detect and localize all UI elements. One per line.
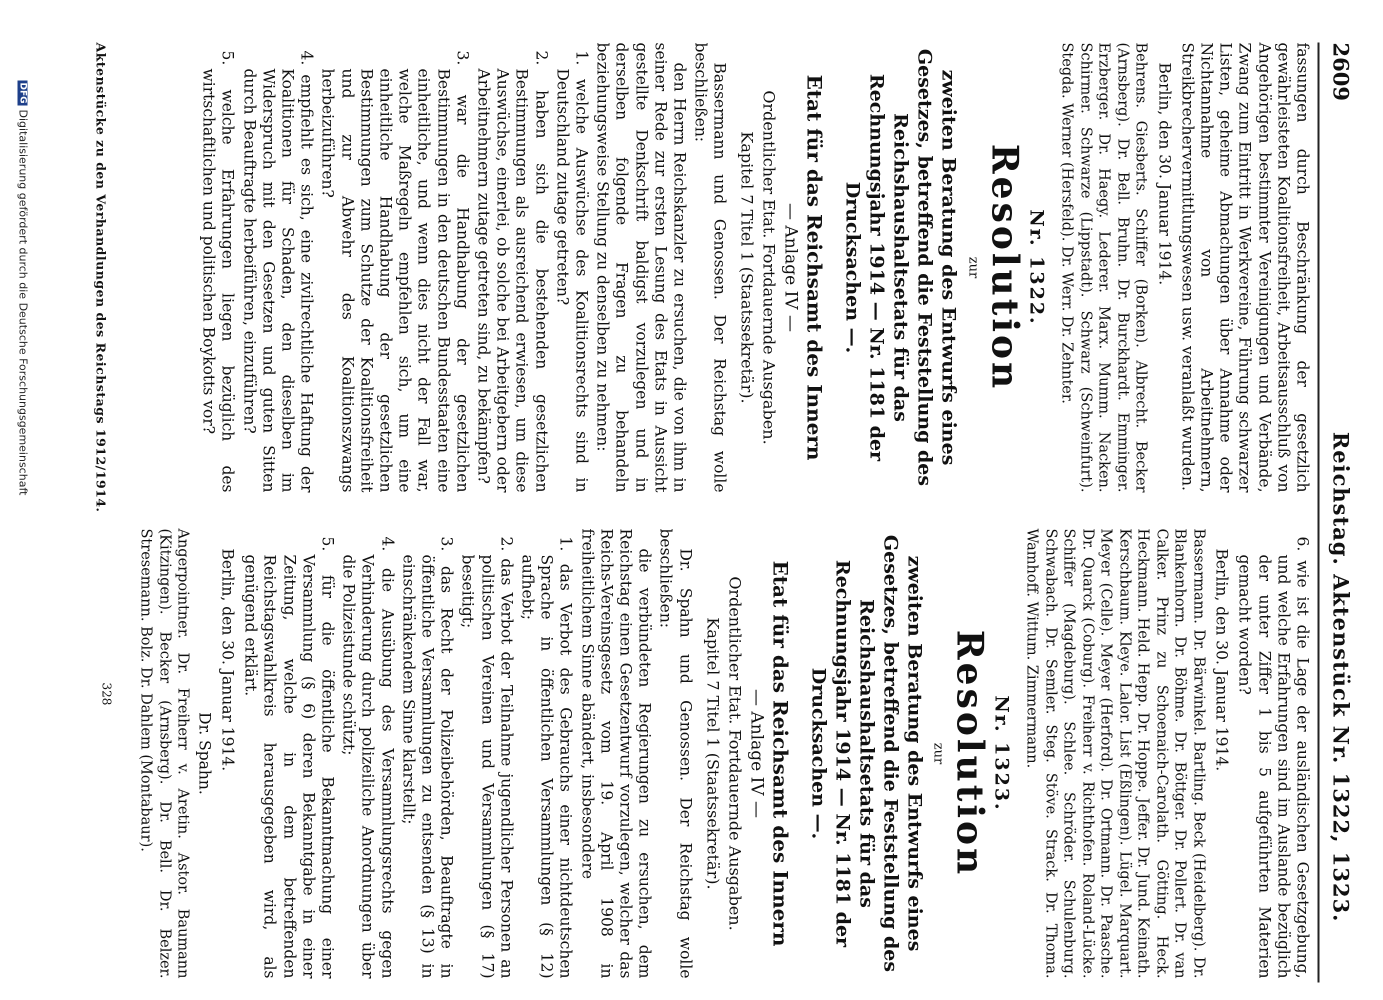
sheet-number: 328	[99, 682, 113, 705]
list-item: 3. das Recht der Polizeibehörden, Beauftragte in öffentliche Versammlungen zu entsenden (§ 13) in einschränkendem Sinne klarstellt;	[398, 536, 456, 978]
right-column	[134, 528, 1311, 978]
document-number: Nr. 1323.	[989, 694, 1012, 812]
list-item: 4. empfiehlt es sich, eine zivilrechtliche Haftung der Koalitionen für Schaden, den dieselben im Widerspruch mit den Gesetzen und guten Sitten durch Beauftragte herbeiführen, einzuführen?	[239, 50, 316, 492]
signatories: Behrens. Giesberts. Schiffer (Borken). Albrecht. Becker (Arnsberg). Dr. Bell. Bruhn. Dr. Burckhardt. Emminger. Erzberger. Dr. Haegy. Lederer. Marx. Mumm. Nacken. Schirmer. Schwarze (Lippstadt). Schwarz (Schweinfurt). Stegda. Werner (Hersfeld). Dr. Werr. Dr. Zehnter.	[1058, 42, 1149, 492]
signatories: Angerpointner. Dr. Freiherr v. Aretin. Astor. Baumann (Kitzingen). Becker (Arnsberg). Dr. Bell. Dr. Belzer. Stresemann. Bolz. Dr. Dahlem (Montabaur).	[137, 528, 191, 978]
zur-label: zur	[964, 256, 980, 278]
resolution-subject: zweiten Beratung des Entwurfs eines Gesetzes, betreffend die Feststellung des Reichshaushaltsetats für das Rechnungsjahr 1914 — Nr. 1181 der Drucksachen —.	[806, 534, 925, 972]
kapitel-line: Kapitel 7 Titel 1 (Staatssekretär).	[702, 616, 722, 890]
anlage-label: — Anlage IV —	[780, 202, 801, 332]
etat-heading: Etat für das Reichsamt des Innern	[802, 74, 827, 460]
dfg-credit-text: Digitalisierung gefördert durch die Deutsche Forschungsgemeinschaft	[16, 109, 29, 495]
etat-heading: Etat für das Reichsamt des Innern	[767, 560, 792, 946]
continuation-text: fassungen durch Beschränkung der gesetzlich gewährleisteten Koalitionsfreiheit, Arbeitsausschluß von Angehörigen bestimmter Vereinigungen und Verbände, Zwang zum Eintritt in Werkvereine, Führung schwarzer Listen, geheime Abmachungen über Annahme oder Nichtannahme von Arbeitnehmern, Streikbrechervermittlungswesen usw. veranlaßt wurden.	[1177, 42, 1311, 492]
page-number: 2609	[1328, 42, 1353, 101]
date-line: Berlin, den 30. Januar 1914.	[217, 548, 236, 771]
motion-intro: Bassermann und Genossen. Der Reichstag wolle beschließen:	[691, 42, 729, 492]
list-item: 3. war die Handhabung der gesetzlichen Bestimmungen in den deutschen Bundesstaaten eine einheitliche, und wenn dies nicht der Fall war, welche Maßregeln empfehlen sich, um eine einheitliche Handhabung der gesetzlichen Bestimmungen zum Schutze der Koalitionsfreiheit und zur Abwehr des Koalitionszwangs herbeizuführen?	[318, 50, 471, 492]
page-header	[1319, 42, 1353, 982]
zur-label: zur	[929, 742, 945, 764]
signer-name: Dr. Spahn.	[194, 711, 213, 795]
ordentlicher-etat: Ordentlicher Etat. Fortdauernde Ausgaben.	[724, 575, 744, 931]
motion-request: den Herrn Reichskanzler zu ersuchen, die von ihm in seiner Rede zur ersten Lesung des Etats in Aussicht gestellte Denkschrift baldigst vorzulegen und in derselben folgende Fragen zu behandeln beziehungsweise Stellung zu denselben zu nehmen:	[593, 42, 689, 492]
kapitel-line: Kapitel 7 Titel 1 (Staatssekretär).	[737, 130, 757, 404]
resolution-subject: zweiten Beratung des Entwurfs eines Gesetzes, betreffend die Feststellung des Reichshaushaltsetats für das Rechnungsjahr 1914 — Nr. 1181 der Drucksachen —.	[841, 48, 960, 486]
digitization-credit	[16, 80, 29, 495]
list-item: 5. welche Erfahrungen liegen bezüglich des wirtschaftlichen und politischen Boykotts vor?	[199, 50, 237, 492]
date-line: Berlin, den 30. Januar 1914.	[1154, 62, 1173, 285]
list-item: 1. das Verbot des Gebrauchs einer nichtdeutschen Sprache in öffentlichen Versammlungen (§ 12) aufhebt;	[517, 536, 575, 978]
list-item: 5. für die öffentliche Bekanntmachung einer Versammlung (§ 6) deren Bekanntgabe in einer Zeitung, welche in dem betreffenden Reichstagswahlkreis herausgegeben wird, als genügend erklärt.	[241, 536, 336, 978]
document-number: Nr. 1322.	[1024, 208, 1047, 326]
resolution-title: Resolution	[947, 629, 990, 877]
dfg-logo-icon: DFG	[17, 82, 27, 104]
anlage-label: — Anlage IV —	[745, 688, 766, 818]
left-column	[196, 42, 1311, 492]
resolution-title: Resolution	[982, 143, 1025, 391]
footnote: Aktenstücke zu den Verhandlungen des Reichstags 1912/1914.	[93, 42, 108, 512]
date-line: Berlin, den 30. Januar 1914.	[1212, 548, 1231, 771]
list-item: 2. das Verbot der Teilnahme jugendlicher Personen an politischen Vereinen und Versammlungen (§ 17) beseitigt;	[458, 536, 515, 978]
motion-intro: Dr. Spahn und Genossen. Der Reichstag wolle beschließen:	[656, 528, 694, 978]
list-item: 6. wie ist die Lage der ausländischen Gesetzgebung, und welche Erfahrungen sind im Auslande bezüglich der unter Ziffer 1 bis 5 aufgeführten Materien gemacht worden?	[1235, 536, 1311, 978]
header-rule	[1317, 42, 1319, 982]
ordentlicher-etat: Ordentlicher Etat. Fortdauernde Ausgaben.	[759, 89, 779, 445]
list-item: 1. welche Auswüchse des Koalitionsrechts sind in Deutschland zutage getreten?	[552, 50, 591, 492]
list-item: 2. haben sich die bestehenden gesetzlichen Bestimmungen als ausreichend erwiesen, um diese Auswüchse, einerlei, ob solche bei Arbeitgebern oder Arbeitnehmern zutage getreten sind, zu bekämpfen?	[474, 50, 550, 492]
signatories: Bassermann. Dr. Bärwinkel. Bartling. Beck (Heidelberg). Dr. Blankenhorn. Dr. Böhme. Dr. Böttger. Dr. Pollert. Dr. van Calker. Prinz zu Schoenaich-Carolath. Götting. Heck. Heckmann. Held. Hepp. Dr. Hoppe. Jeffer. Dr. Jund. Keinath. Kerschbaum. Kleye. Lalor. List (Eßlingen). Lügel. Marquart. Meyer (Celle). Meyer (Herford). Dr. Ortmann. Dr. Paasche. Dr. Quarck (Coburg). Freiherr v. Richthofen. Roland-Lücke. Schiffer (Magdeburg). Schlee. Schröder. Schulenburg. Schwabach. Dr. Semler. Steg. Stöve. Strack. Dr. Thoma. Wamhoff. Wittum. Zimmermann.	[1023, 528, 1206, 978]
list-item: 4. die Ausübung des Versammlungsrechts gegen Verhinderung durch polizeiliche Anordnungen über die Polizeistunde schützt;	[339, 536, 396, 978]
motion-request: die verbündeten Regierungen zu ersuchen, dem Reichstag einen Gesetzentwurf vorzulegen, welcher das Reichs-Vereinsgesetz vom 19. April 1908 in freiheitlichem Sinne abändert, insbesondere	[577, 528, 654, 978]
running-title: Reichstag. Aktenstück Nr. 1322, 1323.	[1328, 431, 1353, 922]
